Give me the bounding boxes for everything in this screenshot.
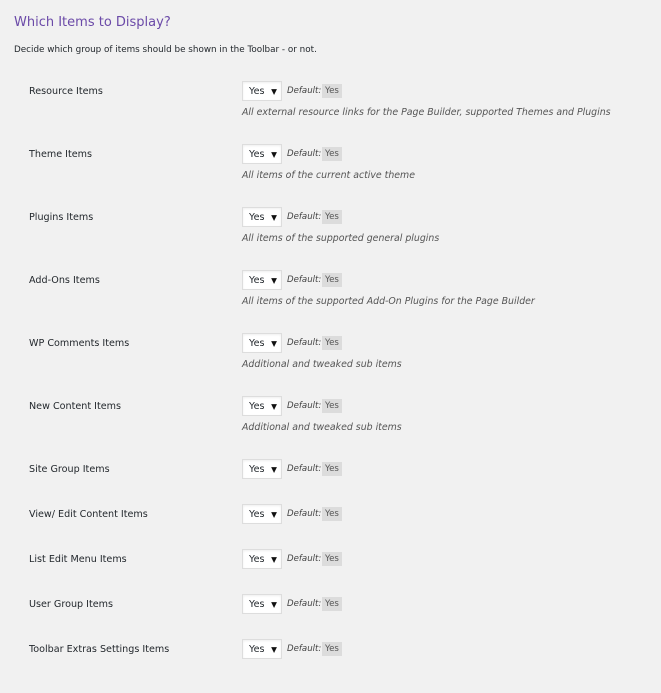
default-value-badge: Yes xyxy=(322,399,342,413)
row-label: User Group Items xyxy=(29,599,114,610)
select-value: Yes xyxy=(249,554,265,565)
dropdown-arrow-icon: ▼ xyxy=(271,510,277,519)
row-label: Theme Items xyxy=(29,149,92,160)
select-value: Yes xyxy=(249,275,265,286)
row-label: Resource Items xyxy=(29,86,103,97)
dropdown-arrow-icon: ▼ xyxy=(271,402,277,411)
resource-items-select[interactable] xyxy=(242,81,282,101)
dropdown-arrow-icon: ▼ xyxy=(271,600,277,609)
default-label: Default: xyxy=(287,554,322,564)
row-label: View/ Edit Content Items xyxy=(29,509,148,520)
settings-row-wp-comments-items xyxy=(0,333,661,387)
site-group-items-select[interactable] xyxy=(242,459,282,479)
select-value: Yes xyxy=(249,464,265,475)
dropdown-arrow-icon: ▼ xyxy=(271,555,277,564)
theme-items-select[interactable] xyxy=(242,144,282,164)
row-label: Plugins Items xyxy=(29,212,94,223)
section-description: Decide which group of items should be shown in the Toolbar - or not. xyxy=(14,45,317,55)
row-label: Add-Ons Items xyxy=(29,275,100,286)
default-label: Default: xyxy=(287,464,322,474)
dropdown-arrow-icon: ▼ xyxy=(271,465,277,474)
view-edit-content-items-select[interactable] xyxy=(242,504,282,524)
row-label: New Content Items xyxy=(29,401,122,412)
dropdown-arrow-icon: ▼ xyxy=(271,150,277,159)
default-value-badge: Yes xyxy=(322,462,342,476)
default-value-badge: Yes xyxy=(322,210,342,224)
row-label: List Edit Menu Items xyxy=(29,554,127,565)
default-value-badge: Yes xyxy=(322,507,342,521)
default-label: Default: xyxy=(287,509,322,519)
default-label: Default: xyxy=(287,149,322,159)
row-description: Additional and tweaked sub items xyxy=(242,359,402,370)
default-label: Default: xyxy=(287,212,322,222)
toolbar-extras-settings-items-select[interactable] xyxy=(242,639,282,659)
default-label: Default: xyxy=(287,338,322,348)
dropdown-arrow-icon: ▼ xyxy=(271,276,277,285)
select-value: Yes xyxy=(249,401,265,412)
plugins-items-select[interactable] xyxy=(242,207,282,227)
default-label: Default: xyxy=(287,401,322,411)
default-value-badge: Yes xyxy=(322,336,342,350)
select-value: Yes xyxy=(249,149,265,160)
select-value: Yes xyxy=(249,212,265,223)
settings-row-resource-items xyxy=(0,81,661,135)
settings-row-new-content-items xyxy=(0,396,661,450)
dropdown-arrow-icon: ▼ xyxy=(271,339,277,348)
settings-row-theme-items xyxy=(0,144,661,198)
default-value-badge: Yes xyxy=(322,273,342,287)
list-edit-menu-items-select[interactable] xyxy=(242,549,282,569)
default-label: Default: xyxy=(287,644,322,654)
row-description: All external resource links for the Page Builder, supported Themes and Plugins xyxy=(242,107,611,118)
select-value: Yes xyxy=(249,599,265,610)
select-value: Yes xyxy=(249,86,265,97)
default-value-badge: Yes xyxy=(322,597,342,611)
select-value: Yes xyxy=(249,644,265,655)
default-value-badge: Yes xyxy=(322,642,342,656)
wp-comments-items-select[interactable] xyxy=(242,333,282,353)
settings-row-plugins-items xyxy=(0,207,661,261)
default-label: Default: xyxy=(287,86,322,96)
dropdown-arrow-icon: ▼ xyxy=(271,645,277,654)
default-label: Default: xyxy=(287,275,322,285)
user-group-items-select[interactable] xyxy=(242,594,282,614)
row-label: WP Comments Items xyxy=(29,338,130,349)
default-value-badge: Yes xyxy=(322,147,342,161)
row-description: All items of the current active theme xyxy=(242,170,415,181)
settings-row-addons-items xyxy=(0,270,661,324)
default-label: Default: xyxy=(287,599,322,609)
section-title: Which Items to Display? xyxy=(14,15,171,30)
row-label: Toolbar Extras Settings Items xyxy=(29,644,170,655)
dropdown-arrow-icon: ▼ xyxy=(271,213,277,222)
row-label: Site Group Items xyxy=(29,464,110,475)
select-value: Yes xyxy=(249,338,265,349)
row-description: All items of the supported Add-On Plugins for the Page Builder xyxy=(242,296,535,307)
settings-row-toolbar-extras-settings-items xyxy=(0,639,661,693)
select-value: Yes xyxy=(249,509,265,520)
default-value-badge: Yes xyxy=(322,84,342,98)
row-description: All items of the supported general plugins xyxy=(242,233,440,244)
new-content-items-select[interactable] xyxy=(242,396,282,416)
dropdown-arrow-icon: ▼ xyxy=(271,87,277,96)
row-description: Additional and tweaked sub items xyxy=(242,422,402,433)
default-value-badge: Yes xyxy=(322,552,342,566)
addons-items-select[interactable] xyxy=(242,270,282,290)
